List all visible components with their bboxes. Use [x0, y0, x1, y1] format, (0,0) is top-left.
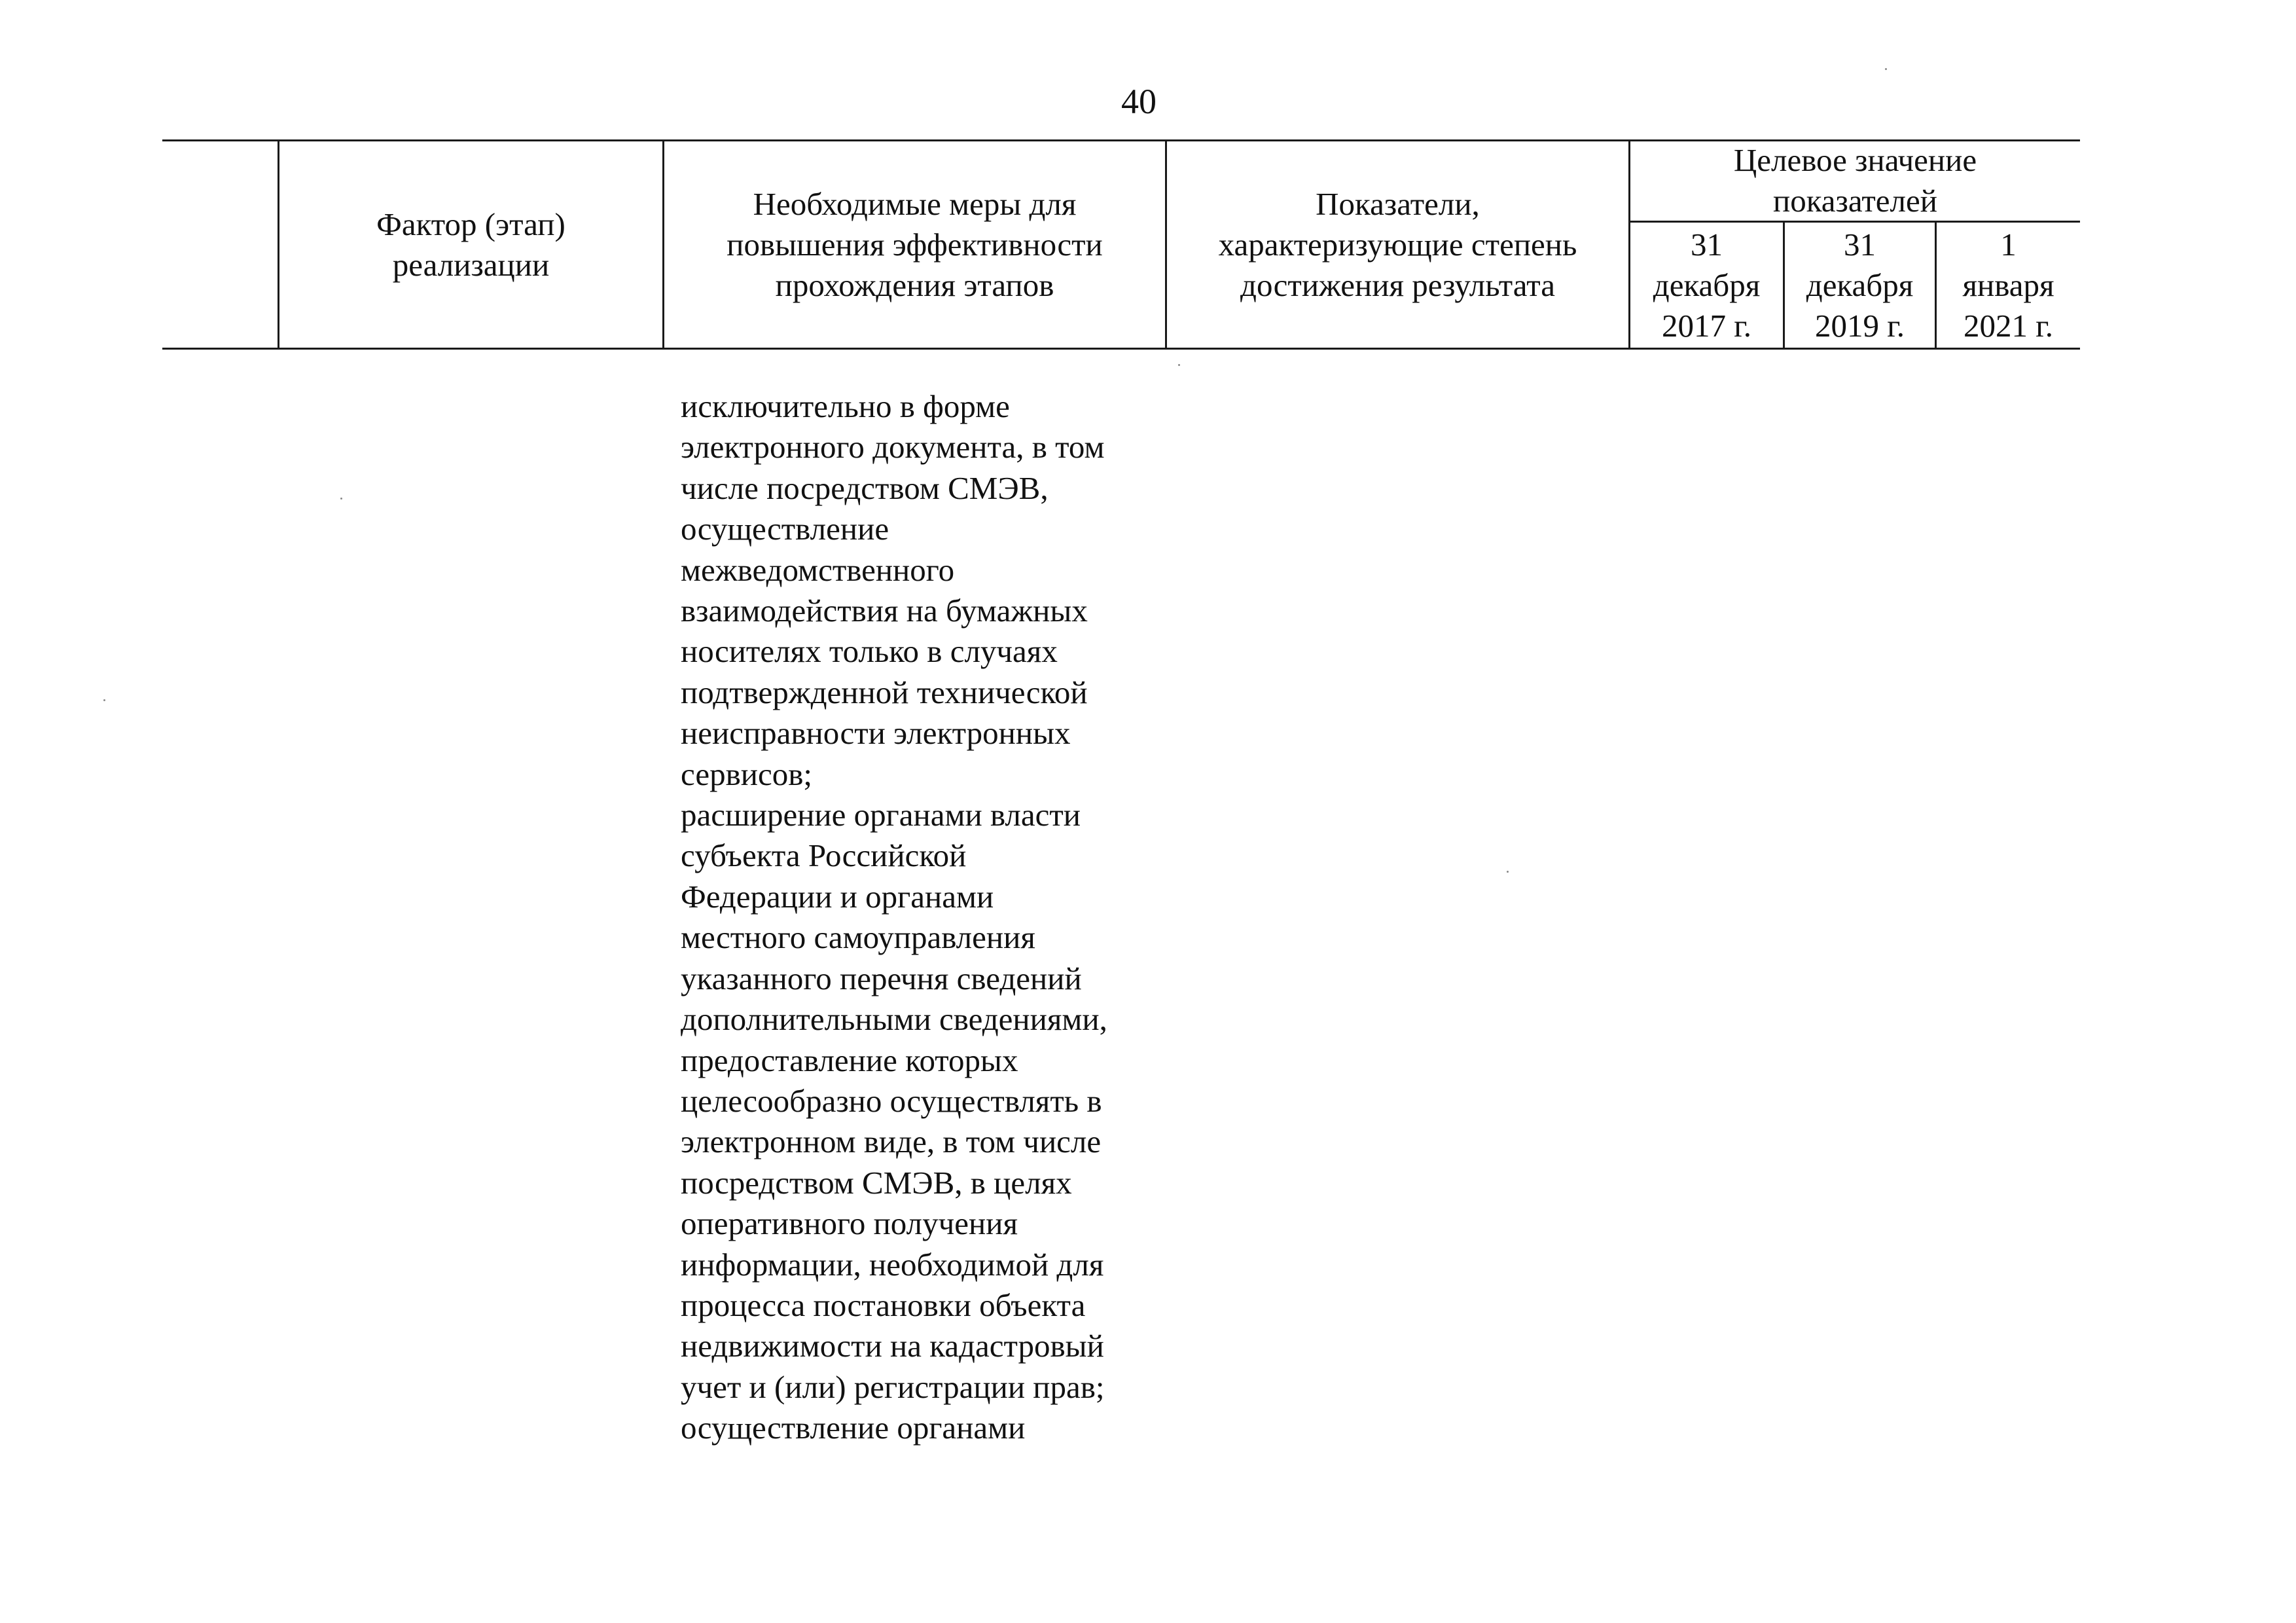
target-date-2-label: 31 декабря 2019 г. — [1806, 226, 1914, 344]
header-target-group-label: Целевое значение показателей — [1733, 141, 1977, 219]
header-indicators-label: Показатели, характеризующие степень достижения результата — [1218, 185, 1577, 303]
header-measures-label: Необходимые меры для повышения эффективности прохождения этапов — [726, 185, 1103, 303]
scan-speck — [1885, 68, 1887, 70]
header-target-date-3 — [1937, 223, 2080, 348]
table-bottom-rule — [162, 348, 2080, 350]
target-date-3-label: 1 января 2021 г. — [1962, 226, 2054, 344]
header-indicators — [1167, 141, 1628, 348]
header-measures — [664, 141, 1165, 348]
header-target-group — [1630, 140, 2080, 221]
scan-speck — [340, 498, 342, 500]
header-target-date-2 — [1785, 223, 1935, 348]
header-factor-label: Фактор (этап) реализации — [376, 206, 565, 283]
page-number: 40 — [1121, 82, 1157, 121]
scan-speck — [103, 699, 105, 701]
scan-speck — [1507, 871, 1509, 873]
scan-speck — [1178, 364, 1180, 366]
measures-continuation-text: исключительно в форме электронного документа, в том числе посредством СМЭВ, осуществление межведомственного взаимодействия на бумажных носителях только в случаях подтвержденной технической неисправности электронных сервисов; расширение органами власти субъекта Российской Федерации и органами местного самоуправления указанного перечня сведений дополнительными сведениями, предоставление которых целесообразно осуществлять в электронном виде, в том числе посредством СМЭВ, в целях оперативного получения информации, необходимой для процесса постановки объекта недвижимости на кадастровый учет и (или) регистрации прав; осуществление органами — [681, 388, 1107, 1446]
target-date-1-label: 31 декабря 2017 г. — [1653, 226, 1761, 344]
header-factor — [279, 141, 662, 348]
header-target-date-1 — [1630, 223, 1783, 348]
